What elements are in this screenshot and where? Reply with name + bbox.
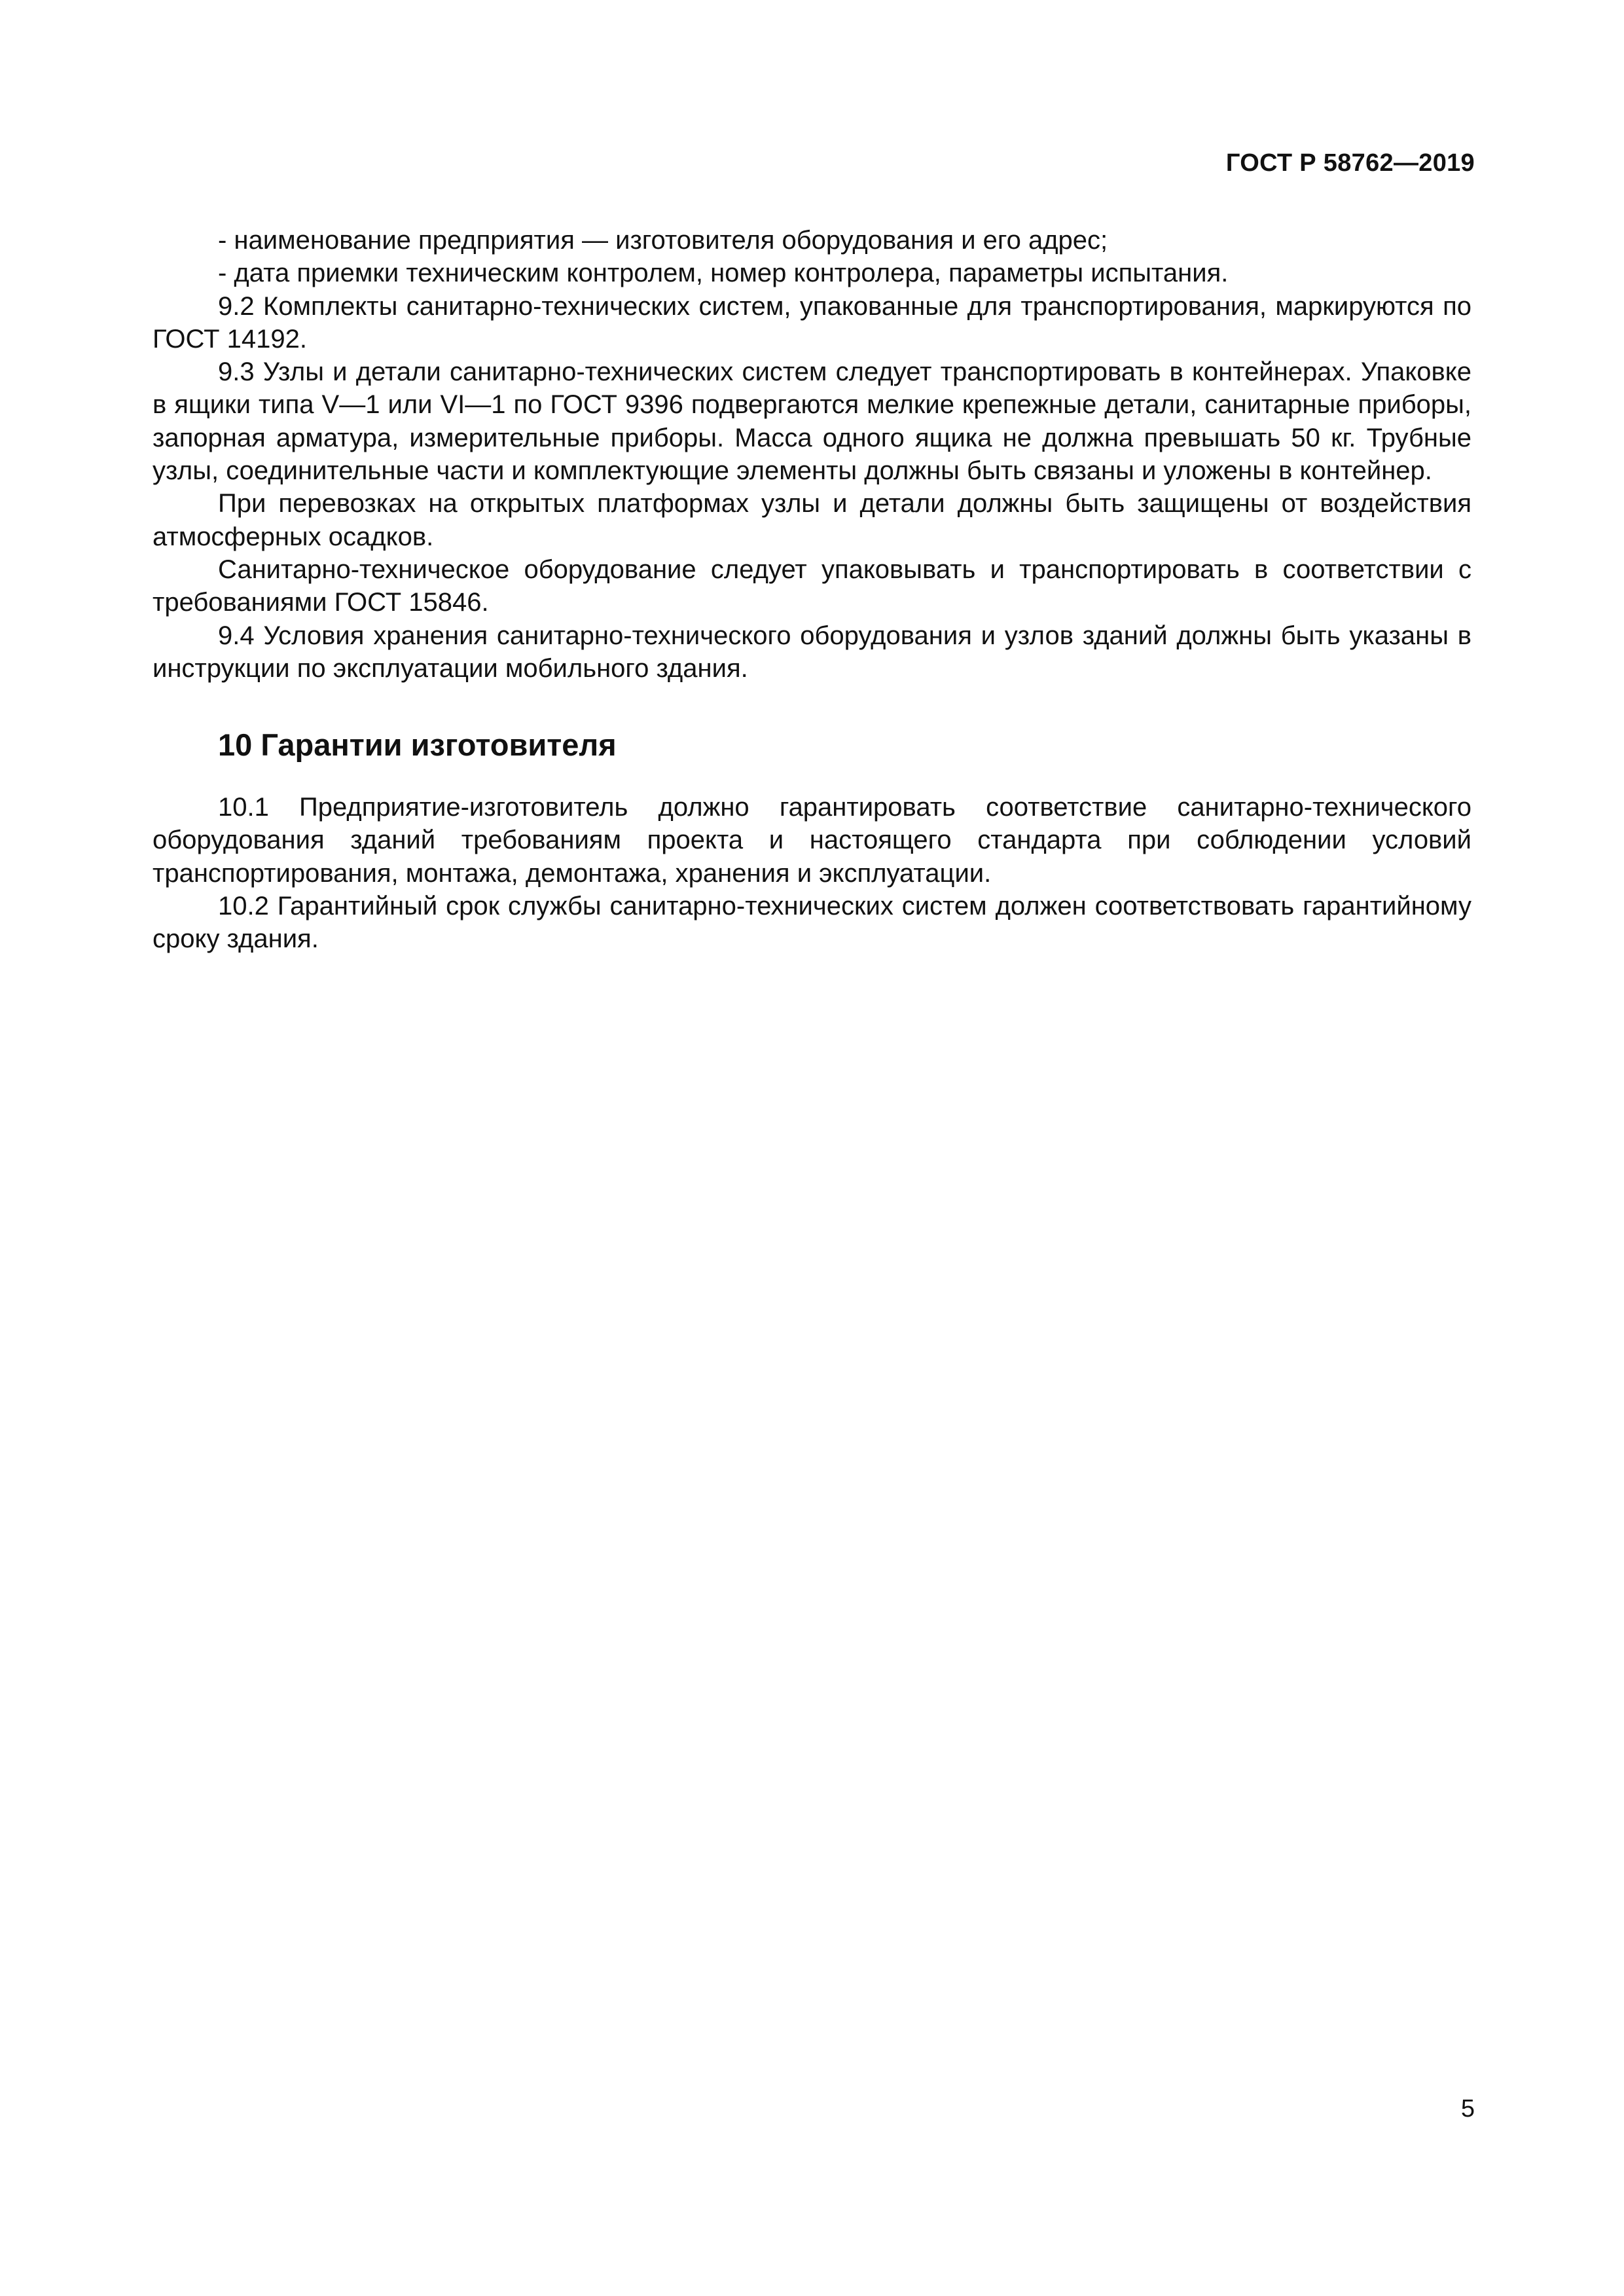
- paragraph-open-platforms: При перевозках на открытых платформах узлы и детали должны быть защищены от воздействия атмосферных осадков.: [153, 489, 1471, 551]
- paragraph-9-2: 9.2 Комплекты санитарно-технических систем, упакованные для транспортирования, маркируются по ГОСТ 14192.: [153, 291, 1471, 354]
- document-code-header: ГОСТ Р 58762—2019: [1225, 149, 1475, 177]
- list-item-manufacturer: - наименование предприятия — изготовителя оборудования и его адрес;: [218, 226, 1108, 255]
- paragraph-9-3: 9.3 Узлы и детали санитарно-технических систем следует транспортировать в контейнерах. Упаковке в ящики типа V—1 или VI—1 по ГОСТ 9396 подвергаются мелкие крепежные детали, санитарные приборы, запорная арматура, измерительные приборы. Масса одного ящика не должна превышать 50 кг. Трубные узлы, соединительные части и комплектующие элементы должны быть связаны и уложены в контейнер.: [153, 357, 1471, 486]
- list-item-acceptance-date: - дата приемки техническим контролем, номер контролера, параметры испытания.: [218, 259, 1229, 288]
- document-body: [153, 224, 1471, 956]
- paragraph-9-4: 9.4 Условия хранения санитарно-технического оборудования и узлов зданий должны быть указаны в инструкции по эксплуатации мобильного здания.: [153, 621, 1471, 683]
- section-title-warranty: 10 Гарантии изготовителя: [218, 727, 617, 763]
- paragraph-10-1: 10.1 Предприятие-изготовитель должно гарантировать соответствие санитарно-технического оборудования зданий требованиям проекта и настоящего стандарта при соблюдении условий транспортирования, монтажа, демонтажа, хранения и эксплуатации.: [153, 793, 1471, 888]
- paragraph-10-2: 10.2 Гарантийный срок службы санитарно-технических систем должен соответствовать гарантийному сроку здания.: [153, 892, 1471, 954]
- page-number: 5: [1460, 2095, 1475, 2123]
- paragraph-packing-requirements: Санитарно-техническое оборудование следует упаковывать и транспортировать в соответствии с требованиями ГОСТ 15846.: [153, 555, 1471, 617]
